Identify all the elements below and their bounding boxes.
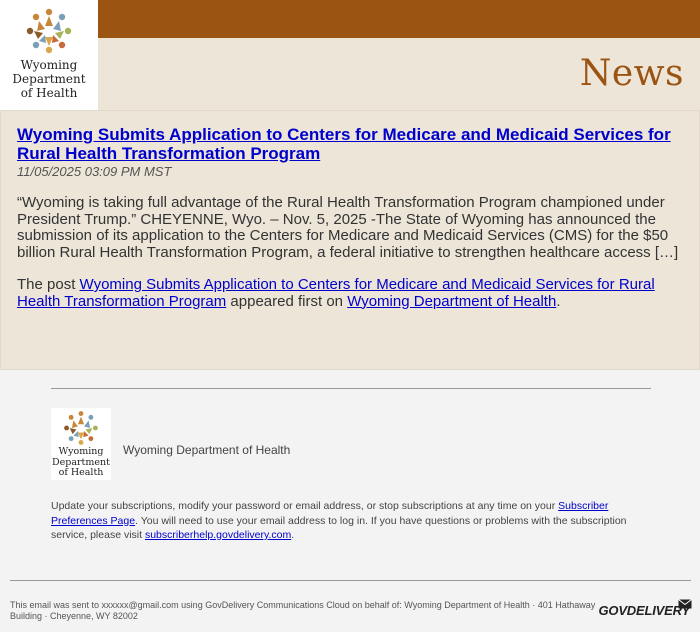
footer-logo-wordmark (51, 447, 111, 479)
article-card (0, 110, 700, 370)
footer-middle: appeared first on (226, 292, 348, 310)
logo-line-3: of Health (20, 86, 78, 100)
footer-logo-line-2: Department (52, 456, 110, 468)
logo-line-1: Wyoming (20, 58, 78, 72)
post-link[interactable]: Wyoming Submits Application to Centers for Medicare and Medicaid Services for Rural Health Transformation Program (17, 276, 655, 310)
footer-prefix: The post (17, 276, 80, 293)
manage-text-2: . You will need to use your email address to log in. If you have questions or problems with the subscription service, please visit (51, 514, 627, 541)
subscriber-help-link[interactable]: subscriberhelp.govdelivery.com (144, 529, 292, 541)
footer-divider-bottom (10, 580, 691, 581)
article-date: 11/05/2025 03:09 PM MST (17, 164, 172, 179)
site-link[interactable]: Wyoming Department of Health (347, 292, 557, 310)
footer-logo-line-3: of Health (58, 467, 104, 478)
header-title: News (579, 53, 684, 94)
footer-logo-line-1: Wyoming (58, 446, 104, 457)
govdelivery-logo[interactable]: GOVDELIVERY (598, 603, 690, 618)
footer-org-name: Wyoming Department of Health (123, 443, 291, 457)
footer-suffix: . (556, 292, 561, 310)
people-circle-logo-icon-small (61, 409, 101, 447)
article-body: “Wyoming is taking full advantage of the Rural Health Transformation Program championed under President Trump.” CHEYENNE, Wyo. – Nov. 5, 2025 -The State of Wyoming has announced the submission of its application to the Centers for Medicare and Medicaid Services (CMS) for the $50 billion Rural Health Transformation Program, a federal initiative to strengthen healthcare access […] (17, 194, 679, 261)
subscriber-preferences-link[interactable]: Subscriber Preferences Page (51, 500, 609, 527)
manage-text-1: Update your subscriptions, modify your password or email address, or stop subscriptions at any time on your (51, 500, 559, 512)
email-header (0, 0, 700, 110)
wdh-logo[interactable] (0, 0, 98, 110)
header-top-bar (98, 0, 700, 38)
people-circle-logo-icon (23, 6, 75, 56)
manage-text-3: . (291, 529, 295, 541)
article-footer (17, 277, 683, 310)
logo-wordmark (0, 58, 98, 100)
footer-logo[interactable] (51, 408, 111, 480)
article-title-link[interactable]: Wyoming Submits Application to Centers for Medicare and Medicaid Services for Rural Health Transformation Program (17, 125, 671, 163)
legal-footer: This email was sent to xxxxxx@gmail.com using GovDelivery Communications Cloud on behalf of: Wyoming Department of Health · 401 Hathaway Building · Cheyenne, WY 82002 (10, 600, 596, 621)
footer-divider-top (51, 388, 651, 389)
logo-line-2: Department (12, 72, 86, 86)
subscription-management-text (51, 499, 651, 543)
